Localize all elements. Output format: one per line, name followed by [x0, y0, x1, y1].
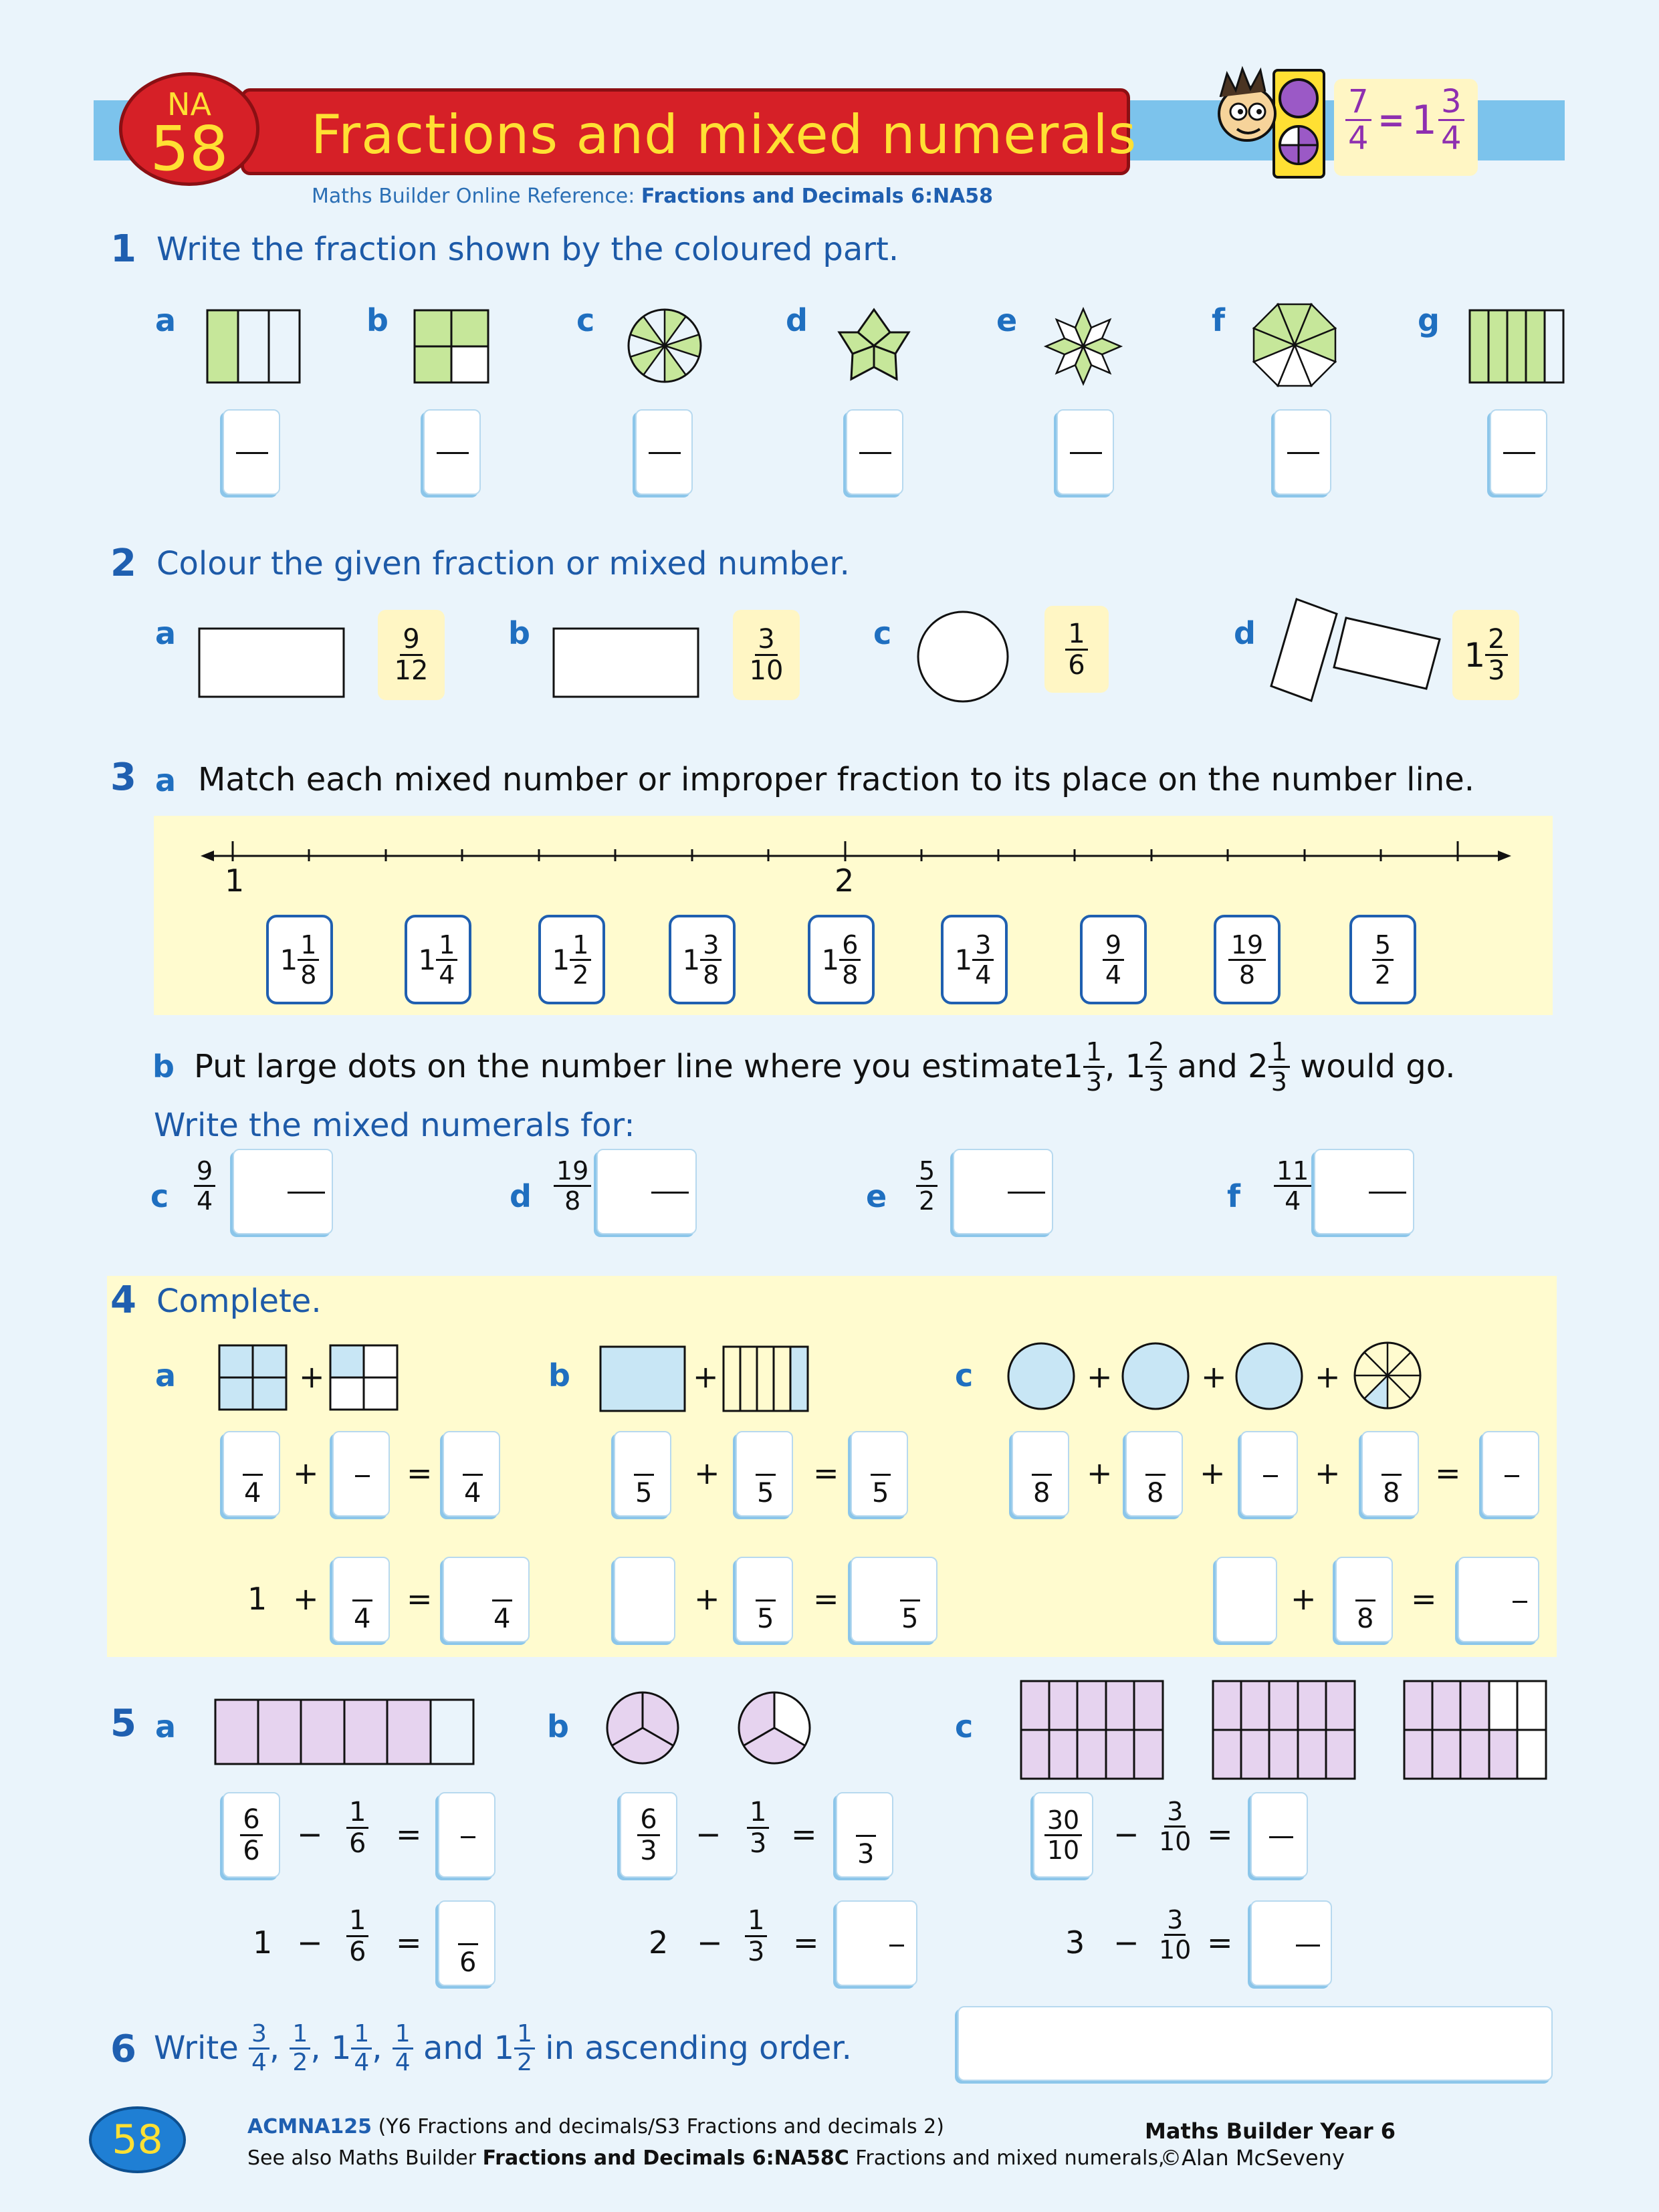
q4a-den-4: 4: [354, 1603, 371, 1634]
q6-f3-w: 1: [330, 2029, 352, 2067]
q6-number: 6: [110, 2027, 136, 2071]
q3f-answer-box[interactable]: [1314, 1149, 1414, 1234]
chip-whole: 1: [821, 943, 840, 976]
q1f-answer-box[interactable]: [1274, 409, 1331, 495]
q5a-one: 1: [253, 1924, 273, 1961]
q5a-n1: 6: [240, 1806, 262, 1836]
q4b-box-5[interactable]: [736, 1557, 793, 1642]
q5c-box-3[interactable]: [1250, 1900, 1332, 1986]
q6-answer-box[interactable]: [958, 2006, 1553, 2081]
q4b-rect-2: [722, 1345, 809, 1412]
q4c-box-7[interactable]: [1335, 1557, 1393, 1642]
footer-acm-line: [247, 2115, 944, 2138]
q4a-square-2: [329, 1344, 399, 1411]
q4b-rect-1: [599, 1345, 686, 1412]
q1e-answer-box[interactable]: [1057, 409, 1114, 495]
q4b-plus-2: +: [694, 1581, 720, 1617]
q1a-answer-box[interactable]: [223, 409, 280, 495]
chip-numerator: 3: [700, 932, 722, 961]
q5b-box-2[interactable]: [836, 1792, 893, 1878]
q1g-answer-box[interactable]: [1490, 409, 1547, 495]
chip-denominator: 8: [1238, 960, 1256, 990]
q5a-n2: 1: [346, 1799, 368, 1829]
q3b-m3-whole: 2: [1248, 1048, 1268, 1085]
chip-denominator: 4: [439, 960, 455, 990]
q4c-box-8[interactable]: [1458, 1557, 1539, 1642]
q4-label-c: c: [955, 1357, 974, 1394]
q4a-plus-shape: +: [299, 1359, 325, 1395]
q4a-den-3: 4: [464, 1478, 481, 1509]
q4c-box-2[interactable]: [1125, 1431, 1183, 1517]
q4b-plus-1: +: [694, 1455, 720, 1491]
chip-denominator: 2: [1374, 960, 1392, 990]
q4b-den-6: 5: [901, 1603, 919, 1634]
q4c-plus-1: +: [1087, 1455, 1113, 1491]
q4c-circle-3: [1234, 1341, 1304, 1411]
q3d-answer-box[interactable]: [596, 1149, 697, 1234]
q5a-d1: 6: [243, 1835, 260, 1866]
q5b-n2b: 1: [745, 1907, 767, 1937]
q4a-box-4[interactable]: [332, 1557, 390, 1642]
q5c-grid-3: [1403, 1680, 1547, 1780]
q1c-answer-box[interactable]: [635, 409, 693, 495]
q5a-d2b: 6: [349, 1937, 366, 1967]
q2c-fraction-tag: [1044, 606, 1109, 693]
q4c-eq-2: =: [1411, 1581, 1437, 1617]
q5c-n1: 30: [1044, 1807, 1082, 1836]
q2c-denominator: 6: [1068, 649, 1085, 681]
q5b-two: 2: [649, 1924, 669, 1961]
q4c-plus-2: +: [1200, 1455, 1226, 1491]
q3c-numerator: 9: [194, 1158, 215, 1187]
section-code-prefix: NA: [167, 86, 211, 122]
q4c-eq-1: =: [1435, 1455, 1461, 1491]
q6-f4-n: 1: [393, 2022, 413, 2050]
q4b-eq-2: =: [813, 1581, 839, 1617]
q1d-shape: [836, 308, 912, 384]
q4c-box-3[interactable]: [1240, 1431, 1298, 1517]
chip-whole: 1: [280, 943, 298, 976]
q3b-text-start: Put large dots on the number line where you estimate: [194, 1048, 1063, 1085]
footer-see-post: Fractions and mixed numerals,: [849, 2146, 1165, 2170]
q2-label-a: a: [155, 615, 177, 651]
q3c-answer-box[interactable]: [233, 1149, 333, 1234]
q4b-box-2[interactable]: [736, 1431, 793, 1517]
q3e-answer-box[interactable]: [953, 1149, 1053, 1234]
q3-chip[interactable]: [941, 915, 1008, 1004]
q1-label-b: b: [366, 302, 389, 338]
q2-label-d: d: [1234, 615, 1256, 651]
eq-equals: =: [1377, 101, 1405, 139]
q5-label-a: a: [155, 1708, 177, 1745]
q5b-eq-1: =: [791, 1816, 817, 1852]
q6-instruction: Write $\frac{3}{4}$ , $\frac{1}{2}$ , 1 $\frac{1}{4}$ , $\frac{1}{4}$ and 1 $\frac{1}{2}$ in ascending order.: [154, 2019, 852, 2076]
q4c-den-4: 8: [1383, 1478, 1400, 1509]
footer-acm-rest: (Y6 Fractions and decimals/S3 Fractions and decimals 2): [372, 2115, 944, 2138]
q1a-shape: [206, 309, 301, 384]
q5-label-c: c: [955, 1708, 974, 1745]
q3-write-instruction: Write the mixed numerals for:: [154, 1107, 635, 1144]
q6-f3-d: 4: [354, 2048, 370, 2076]
chip-whole: 1: [552, 943, 570, 976]
q3e-numerator: 5: [916, 1158, 937, 1187]
q3b-m1-whole: 1: [1063, 1048, 1083, 1085]
q3c-denominator: 4: [197, 1186, 213, 1216]
q3-chip[interactable]: [669, 915, 736, 1004]
q3b-instruction: Put large dots on the number line where you estimate 1 $\frac{1}{3}$ , 1 $\frac{2}{3}$ and 2 $\frac{1}{3}$ would go.: [194, 1036, 1456, 1097]
footer-see-pre: See also Maths Builder: [247, 2146, 483, 2170]
q4c-den-1: 8: [1033, 1478, 1050, 1509]
q1-label-d: d: [786, 302, 808, 338]
q4c-circle-2: [1121, 1341, 1190, 1411]
online-reference: [312, 185, 993, 208]
q5b-box-3[interactable]: [836, 1900, 917, 1986]
q5c-minus-1: −: [1113, 1816, 1139, 1852]
q3-number: 3: [110, 756, 136, 799]
q5a-box-3[interactable]: [438, 1900, 495, 1986]
footer-see-bold: Fractions and Decimals 6:NA58C: [482, 2146, 849, 2170]
q3-chip[interactable]: [538, 915, 605, 1004]
q2d-denominator: 3: [1488, 655, 1505, 686]
chip-numerator: 6: [839, 932, 861, 961]
q4-number: 4: [110, 1279, 136, 1322]
q1-label-a: a: [155, 302, 177, 338]
q4-instruction: Complete.: [156, 1283, 322, 1320]
q5a-d3: 6: [459, 1947, 477, 1978]
q3b-m2-den: 3: [1148, 1067, 1165, 1097]
q5c-n2: 3: [1164, 1799, 1186, 1828]
q4c-circle-1: [1006, 1341, 1076, 1411]
q4c-box-1[interactable]: [1012, 1431, 1069, 1517]
q3f-numerator: 11: [1274, 1158, 1311, 1187]
chip-denominator: 2: [572, 960, 589, 990]
q3-chip[interactable]: [1349, 915, 1416, 1004]
q5a-bar: [214, 1698, 475, 1765]
q5c-d2b: 10: [1159, 1935, 1192, 1965]
q5b-n1: 6: [637, 1806, 659, 1836]
q3b-label: b: [152, 1048, 175, 1085]
q4b-den-2: 5: [757, 1478, 774, 1509]
q3e-denominator: 2: [919, 1186, 935, 1216]
q5c-box-2[interactable]: [1250, 1792, 1308, 1878]
q4c-plus-shape-1: +: [1087, 1359, 1113, 1395]
page-title: Fractions and mixed numerals: [311, 104, 1137, 166]
q4a-eq-1: =: [407, 1455, 433, 1491]
chip-denominator: 4: [1105, 960, 1122, 990]
q4c-plus-shape-3: +: [1315, 1359, 1341, 1395]
q2d-rectangles[interactable]: [1267, 595, 1468, 709]
eq-lhs-denominator: 4: [1348, 120, 1369, 157]
mascot-equation-text: [1345, 83, 1464, 157]
q1e-shape: [1044, 308, 1122, 385]
q3-chip[interactable]: [1080, 915, 1147, 1004]
eq-lhs-numerator: 7: [1345, 86, 1371, 121]
chip-whole: 1: [682, 943, 701, 976]
q6-f1-n: 3: [249, 2022, 269, 2050]
q5a-eq-1: =: [396, 1816, 422, 1852]
q2a-rectangle[interactable]: [198, 627, 345, 698]
q5c-eq-2: =: [1207, 1924, 1233, 1961]
q1c-shape: [627, 308, 703, 384]
q1-label-e: e: [996, 302, 1018, 338]
q4c-box-5[interactable]: [1482, 1431, 1539, 1517]
eq-rhs-denominator: 4: [1440, 120, 1462, 157]
q5c-d1: 10: [1046, 1835, 1080, 1865]
footer-book-title: Maths Builder Year 6: [1145, 2118, 1396, 2144]
q6-post: in ascending order.: [534, 2029, 852, 2067]
q5c-eq-1: =: [1207, 1816, 1233, 1852]
q5c-n2b: 3: [1164, 1907, 1186, 1936]
q1-instruction: Write the fraction shown by the coloured part.: [156, 231, 899, 268]
q2-label-c: c: [873, 615, 892, 651]
ref-prefix: Maths Builder Online Reference:: [312, 185, 641, 208]
q5b-d3: 3: [857, 1839, 875, 1870]
q3b-m1-den: 3: [1085, 1067, 1103, 1097]
q3-chip[interactable]: [1214, 915, 1281, 1004]
q6-f4-d: 4: [395, 2048, 411, 2076]
q4a-one: 1: [247, 1581, 267, 1617]
q5b-minus-2: −: [697, 1924, 723, 1961]
q4b-box-3[interactable]: [851, 1431, 908, 1517]
q2b-fraction-tag: [733, 610, 800, 700]
q3b-m3-num: 1: [1268, 1039, 1290, 1068]
q5b-d2: 3: [750, 1828, 767, 1859]
q1g-shape: [1468, 309, 1565, 384]
section-code-number: 58: [150, 113, 229, 185]
q3b-m2-num: 2: [1145, 1039, 1167, 1068]
q4b-box-6[interactable]: [851, 1557, 937, 1642]
q3d-numerator: 19: [554, 1158, 591, 1187]
q4b-box-4[interactable]: [614, 1557, 675, 1642]
ref-code: Fractions and Decimals 6:NA58: [641, 185, 994, 208]
chip-whole: 1: [418, 943, 437, 976]
q1f-shape: [1249, 300, 1340, 391]
q1-label-g: g: [1418, 302, 1440, 338]
q3f-label: f: [1227, 1178, 1241, 1214]
mascot-icon: [1204, 64, 1337, 184]
q4a-eq-2: =: [407, 1581, 433, 1617]
q6-and: and: [413, 2029, 494, 2067]
q3a-label: a: [155, 762, 177, 798]
chip-numerator: 9: [1103, 932, 1124, 961]
q6-pre: Write: [154, 2029, 249, 2067]
q4a-box-1[interactable]: [223, 1431, 280, 1517]
chip-denominator: 8: [300, 960, 317, 990]
q6-f1-d: 4: [251, 2048, 267, 2076]
q6-f5-n: 1: [514, 2022, 535, 2050]
chip-numerator: 1: [436, 932, 457, 961]
q4b-den-5: 5: [757, 1603, 774, 1634]
q3b-m1-num: 1: [1083, 1039, 1105, 1068]
q4c-plus-4: +: [1291, 1581, 1317, 1617]
q1b-shape: [413, 309, 489, 384]
chip-numerator: 1: [570, 932, 591, 961]
q3b-text-end: would go.: [1289, 1048, 1456, 1085]
chip-denominator: 8: [703, 960, 720, 990]
q2d-fraction-tag: [1452, 610, 1519, 700]
q5c-d2: 10: [1159, 1827, 1192, 1856]
q3f-denominator: 4: [1285, 1186, 1301, 1216]
q5b-d2b: 3: [748, 1937, 765, 1967]
footer-see-also: [247, 2146, 1165, 2170]
q2a-numerator: 9: [400, 626, 422, 656]
q3-chip[interactable]: [808, 915, 875, 1004]
q5-number: 5: [110, 1702, 136, 1745]
q5b-circle-1: [605, 1690, 680, 1765]
q6-f5-d: 2: [517, 2048, 532, 2076]
q5c-three: 3: [1065, 1924, 1085, 1961]
q5a-minus-1: −: [297, 1816, 323, 1852]
q2b-denominator: 10: [749, 655, 784, 686]
q5b-d1: 3: [640, 1835, 657, 1866]
number-line-label-1: 1: [225, 863, 245, 899]
q4b-den-1: 5: [635, 1478, 653, 1509]
number-line-label-2: 2: [835, 863, 855, 899]
q5a-minus-2: −: [297, 1924, 323, 1961]
q4c-box-4[interactable]: [1361, 1431, 1419, 1517]
q4a-box-2[interactable]: [332, 1431, 390, 1517]
q2-label-b: b: [508, 615, 530, 651]
q4b-eq-1: =: [813, 1455, 839, 1491]
q4c-circle-4: [1352, 1340, 1423, 1411]
q2c-numerator: 1: [1065, 621, 1087, 651]
q2b-rectangle[interactable]: [552, 627, 699, 698]
footer-author: ©Alan McSeveny: [1160, 2145, 1345, 2171]
q4c-den-2: 8: [1147, 1478, 1164, 1509]
chip-numerator: 3: [972, 932, 994, 961]
q4-label-a: a: [155, 1357, 177, 1394]
q5a-n2b: 1: [346, 1907, 368, 1937]
chip-numerator: 19: [1228, 932, 1266, 961]
eq-rhs-numerator: 3: [1438, 86, 1464, 121]
q2-instruction: Colour the given fraction or mixed number.: [156, 545, 850, 582]
q3e-label: e: [866, 1178, 887, 1214]
q3d-denominator: 8: [564, 1186, 581, 1216]
q5c-box-1[interactable]: [1033, 1792, 1093, 1878]
title-bar: [241, 88, 1137, 175]
footer-acm-code: ACMNA125: [247, 2115, 372, 2138]
q5b-circle-2: [737, 1690, 812, 1765]
q5b-box-1[interactable]: [620, 1792, 677, 1878]
q4a-box-3[interactable]: [443, 1431, 500, 1517]
q4a-box-5[interactable]: [443, 1557, 530, 1642]
q6-f3-n: 1: [351, 2022, 372, 2050]
q3c-label: c: [150, 1178, 169, 1214]
number-line: [201, 836, 1511, 876]
q5b-n2: 1: [747, 1799, 769, 1829]
q4b-plus-shape: +: [693, 1359, 719, 1395]
q4a-den-5: 4: [493, 1603, 511, 1634]
chip-numerator: 1: [298, 932, 319, 961]
q5b-eq-2: =: [793, 1924, 819, 1961]
q5c-minus-2: −: [1113, 1924, 1139, 1961]
q4a-den-1: 4: [244, 1478, 261, 1509]
q4c-den-7: 8: [1357, 1603, 1374, 1634]
q2b-numerator: 3: [755, 626, 777, 656]
q4a-plus-2: +: [293, 1581, 319, 1617]
q2c-circle[interactable]: [916, 610, 1010, 703]
q2a-fraction-tag: [378, 610, 445, 700]
q5c-grid-1: [1020, 1680, 1164, 1780]
q5b-minus-1: −: [695, 1816, 722, 1852]
q3b-m3-den: 3: [1270, 1067, 1287, 1097]
q5-label-b: b: [547, 1708, 569, 1745]
section-code-badge: [119, 72, 259, 186]
q3-chip[interactable]: [266, 915, 333, 1004]
q1d-answer-box[interactable]: [846, 409, 903, 495]
q6-f2-n: 1: [290, 2022, 310, 2050]
q5a-eq-2: =: [396, 1924, 422, 1961]
q1-number: 1: [110, 227, 136, 271]
q5c-grid-2: [1212, 1680, 1356, 1780]
q2d-numerator: 2: [1485, 626, 1507, 656]
page-number-badge: 58: [89, 2106, 186, 2173]
q5a-box-1[interactable]: [223, 1792, 280, 1878]
q4a-plus-1: +: [293, 1455, 319, 1491]
q3b-and: and: [1167, 1048, 1248, 1085]
chip-denominator: 8: [842, 960, 859, 990]
q6-f5-w: 1: [493, 2029, 515, 2067]
q1b-answer-box[interactable]: [423, 409, 481, 495]
chip-denominator: 4: [975, 960, 992, 990]
q1-label-c: c: [576, 302, 595, 338]
chip-numerator: 5: [1372, 932, 1394, 961]
q6-f2-d: 2: [292, 2048, 308, 2076]
q5a-d2: 6: [349, 1828, 366, 1859]
q2a-denominator: 12: [394, 655, 429, 686]
q4a-square-1: [218, 1344, 288, 1411]
q5a-box-2[interactable]: [438, 1792, 495, 1878]
q4-label-b: b: [548, 1357, 570, 1394]
q1-label-f: f: [1212, 302, 1226, 338]
q4c-plus-shape-2: +: [1201, 1359, 1227, 1395]
q2d-whole: 1: [1464, 635, 1486, 675]
q4c-plus-3: +: [1315, 1455, 1341, 1491]
q4b-den-3: 5: [872, 1478, 889, 1509]
eq-whole: 1: [1411, 96, 1437, 144]
q4c-box-6[interactable]: [1216, 1557, 1277, 1642]
chip-whole: 1: [954, 943, 973, 976]
q3-chip[interactable]: [405, 915, 471, 1004]
q3b-m2-whole: 1: [1125, 1048, 1146, 1085]
q3d-label: d: [510, 1178, 532, 1214]
q3a-instruction: Match each mixed number or improper fraction to its place on the number line.: [198, 761, 1475, 798]
q4b-box-1[interactable]: [614, 1431, 671, 1517]
q2-number: 2: [110, 542, 136, 585]
